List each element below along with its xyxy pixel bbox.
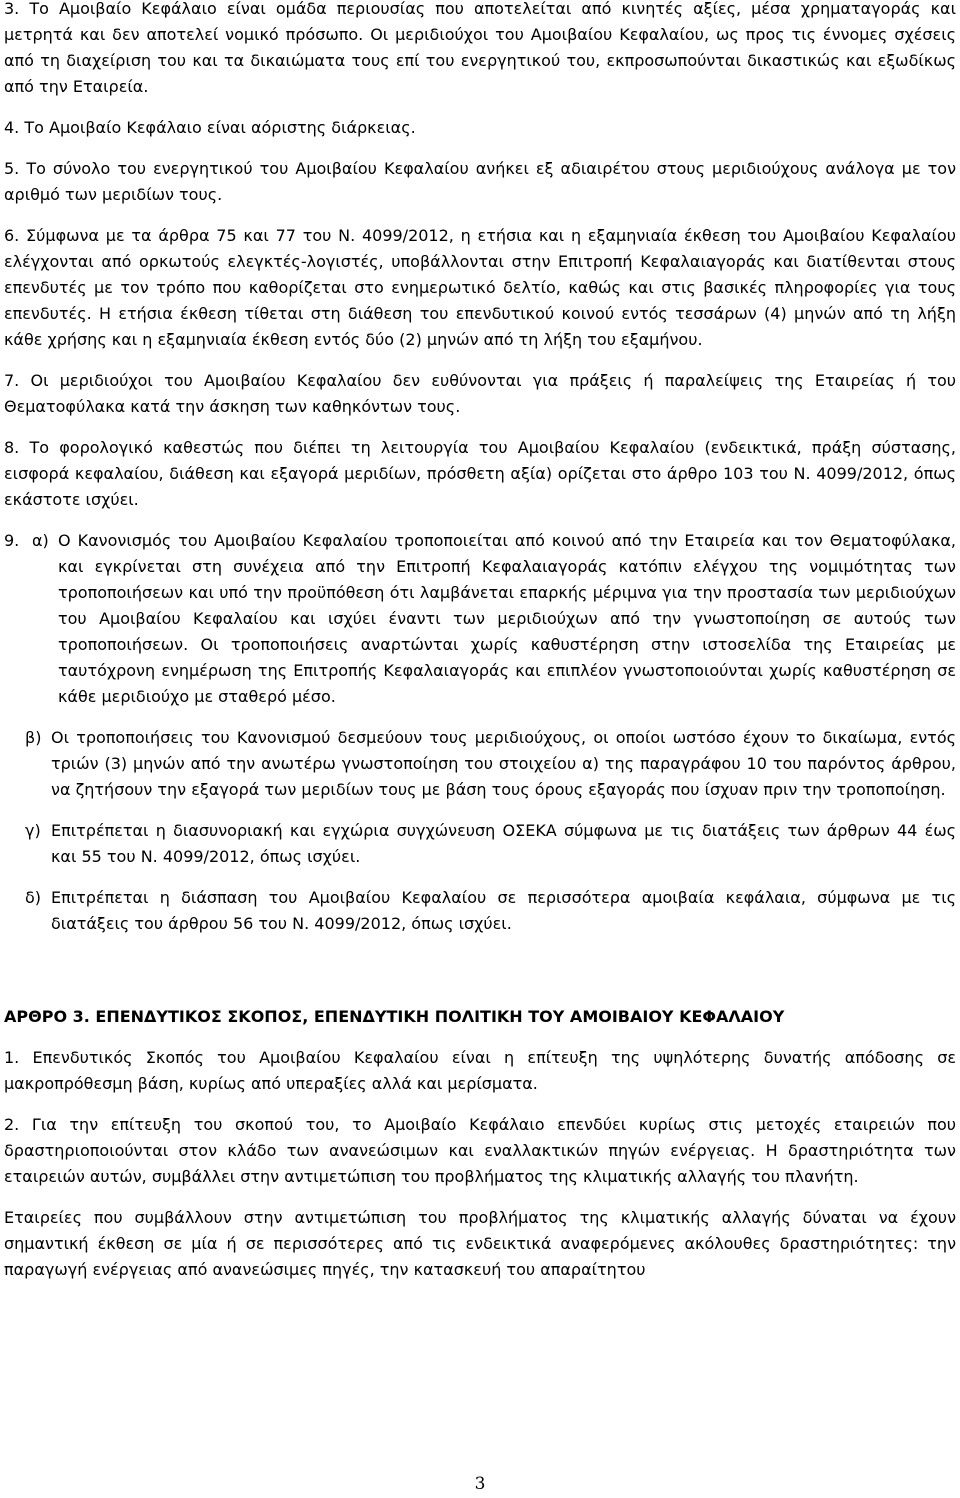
paragraph-9-b (4, 725, 956, 803)
article-3-paragraph-1: 1. Επενδυτικός Σκοπός του Αμοιβαίου Κεφαλαίου είναι η επίτευξη της υψηλότερης δυνατής απόδοσης σε μακροπρόθεσμη βάση, κυρίως από υπεραξίες αλλά και μερίσματα. (4, 1048, 956, 1093)
paragraph-9-d (4, 885, 956, 937)
paragraph-9-a-text: Ο Κανονισμός του Αμοιβαίου Κεφαλαίου τροποποιείται από κοινού από την Εταιρεία και τον Θεματοφύλακα, και εγκρίνεται στη συνέχεια από την Επιτροπή Κεφαλαιαγοράς κατόπιν ελέγχου της νομιμότητας των τροποποιήσεων και υπό την προϋπόθεση ότι λαμβάνεται επαρκής μέριμνα για την προστασία των μεριδιούχων του Αμοιβαίου Κεφαλαίου και ισχύει έναντι των μεριδιούχων από την γνωστοποίηση σε αυτούς των τροποποιήσεων. Οι τροποποιήσεις αναρτώνται χωρίς καθυστέρηση στην ιστοσελίδα της Εταιρείας με ταυτόχρονη ενημέρωση της Επιτροπής Κεφαλαιαγοράς και επιπλέον γνωστοποιούνται χωρίς καθυστέρηση σε κάθε μεριδιούχο με σταθερό μέσο. (58, 531, 956, 706)
paragraph-6: 6. Σύμφωνα με τα άρθρα 75 και 77 του Ν. 4099/2012, η ετήσια και η εξαμηνιαία έκθεση του Αμοιβαίου Κεφαλαίου ελέγχονται από ορκωτούς ελεγκτές-λογιστές, υποβάλλονται στην Επιτροπή Κεφαλαιαγοράς και διατίθενται στους επενδυτές με τον τρόπο που καθορίζεται στο ενημερωτικό δελτίο, καθώς και στις βασικές πληροφορίες για τους επενδυτές. Η ετήσια έκθεση τίθεται στη διάθεση του επενδυτικού κοινού εντός τεσσάρων (4) μηνών από τη λήξη κάθε χρήσης και η εξαμηνιαία έκθεση εντός δύο (2) μηνών από τη λήξη του εξαμήνου. (4, 226, 956, 349)
paragraph-3: 3. Το Αμοιβαίο Κεφάλαιο είναι ομάδα περιουσίας που αποτελείται από κινητές αξίες, μέσα χρηματαγοράς και μετρητά και δεν αποτελεί νομικό πρόσωπο. Οι μεριδιούχοι του Αμοιβαίου Κεφαλαίου, ως προς τις έννομες σχέσεις από τη διαχείριση του και τα δικαιώματα τους επί του ενεργητικού του, εκπροσωπούνται δικαστικώς και εξωδίκως από την Εταιρεία. (4, 0, 956, 96)
paragraph-4: 4. Το Αμοιβαίο Κεφάλαιο είναι αόριστης διάρκειας. (4, 118, 416, 137)
page-number: 3 (474, 1474, 486, 1494)
paragraph-9-c-text: Επιτρέπεται η διασυνοριακή και εγχώρια συγχώνευση ΟΣΕΚΑ σύμφωνα με τις διατάξεις των άρθρων 44 έως και 55 του Ν. 4099/2012, όπως ισχύει. (51, 821, 956, 866)
paragraph-9-b-label: β) (25, 728, 42, 747)
article-3-paragraph-2: 2. Για την επίτευξη του σκοπού του, το Αμοιβαίο Κεφάλαιο επενδύει κυρίως στις μετοχές εταιρειών που δραστηριοποιούνται στον κλάδο των ανανεώσιμων και εναλλακτικών πηγών ενέργειας. Η δραστηριότητα των εταιρειών αυτών, συμβάλλει στην αντιμετώπιση του προβλήματος της κλιματικής αλλαγής του πλανήτη. (4, 1115, 956, 1186)
paragraph-9-c-label: γ) (25, 821, 41, 840)
paragraph-7: 7. Οι μεριδιούχοι του Αμοιβαίου Κεφαλαίου δεν ευθύνονται για πράξεις ή παραλείψεις της Εταιρείας ή του Θεματοφύλακα κατά την άσκηση των καθηκόντων τους. (4, 371, 956, 416)
paragraph-5: 5. Το σύνολο του ενεργητικού του Αμοιβαίου Κεφαλαίου ανήκει εξ αδιαιρέτου στους μεριδιούχους ανάλογα με τον αριθμό των μεριδίων τους. (4, 159, 956, 204)
paragraph-9-d-label: δ) (25, 888, 42, 907)
paragraph-9-b-text: Οι τροποποιήσεις του Κανονισμού δεσμεύουν τους μεριδιούχους, οι οποίοι ωστόσο έχουν το δικαίωμα, εντός τριών (3) μηνών από την ανωτέρω γνωστοποίηση του στοιχείου α) της παραγράφου 10 του παρόντος άρθρου, να ζητήσουν την εξαγορά των μεριδίων τους με βάση τους όρους εξαγοράς που ίσχυαν πριν την τροποποίηση. (51, 728, 956, 799)
paragraph-9-a (4, 528, 956, 710)
paragraph-9-d-text: Επιτρέπεται η διάσπαση του Αμοιβαίου Κεφαλαίου σε περισσότερα αμοιβαία κεφάλαια, σύμφωνα με τις διατάξεις του άρθρου 56 του Ν. 4099/2012, όπως ισχύει. (51, 888, 956, 933)
article-3-heading: ΑΡΘΡΟ 3. ΕΠΕΝΔΥΤΙΚΟΣ ΣΚΟΠΟΣ, ΕΠΕΝΔΥΤΙΚΗ ΠΟΛΙΤΙΚΗ ΤΟΥ ΑΜΟΙΒΑΙΟΥ ΚΕΦΑΛΑΙΟΥ (4, 1007, 785, 1026)
paragraph-9-c (4, 818, 956, 870)
paragraph-8: 8. Το φορολογικό καθεστώς που διέπει τη λειτουργία του Αμοιβαίου Κεφαλαίου (ενδεικτικά, πράξη σύστασης, εισφορά κεφαλαίου, διάθεση και εξαγορά μεριδίων, πρόσθετη αξία) ορίζεται στο άρθρο 103 του Ν. 4099/2012, όπως εκάστοτε ισχύει. (4, 438, 956, 509)
paragraph-9-a-label: α) (32, 531, 49, 550)
article-3-paragraph-3: Εταιρείες που συμβάλλουν στην αντιμετώπιση του προβλήματος της κλιματικής αλλαγής δύναται να έχουν σημαντική έκθεση σε μία ή σε περισσότερες από τις ενδεικτικά αναφερόμενες ακόλουθες δραστηριότητες: την παραγωγή ενέργειας από ανανεώσιμες πηγές, την κατασκευή του απαραίτητου (4, 1208, 956, 1279)
paragraph-9-number: 9. (4, 531, 20, 550)
